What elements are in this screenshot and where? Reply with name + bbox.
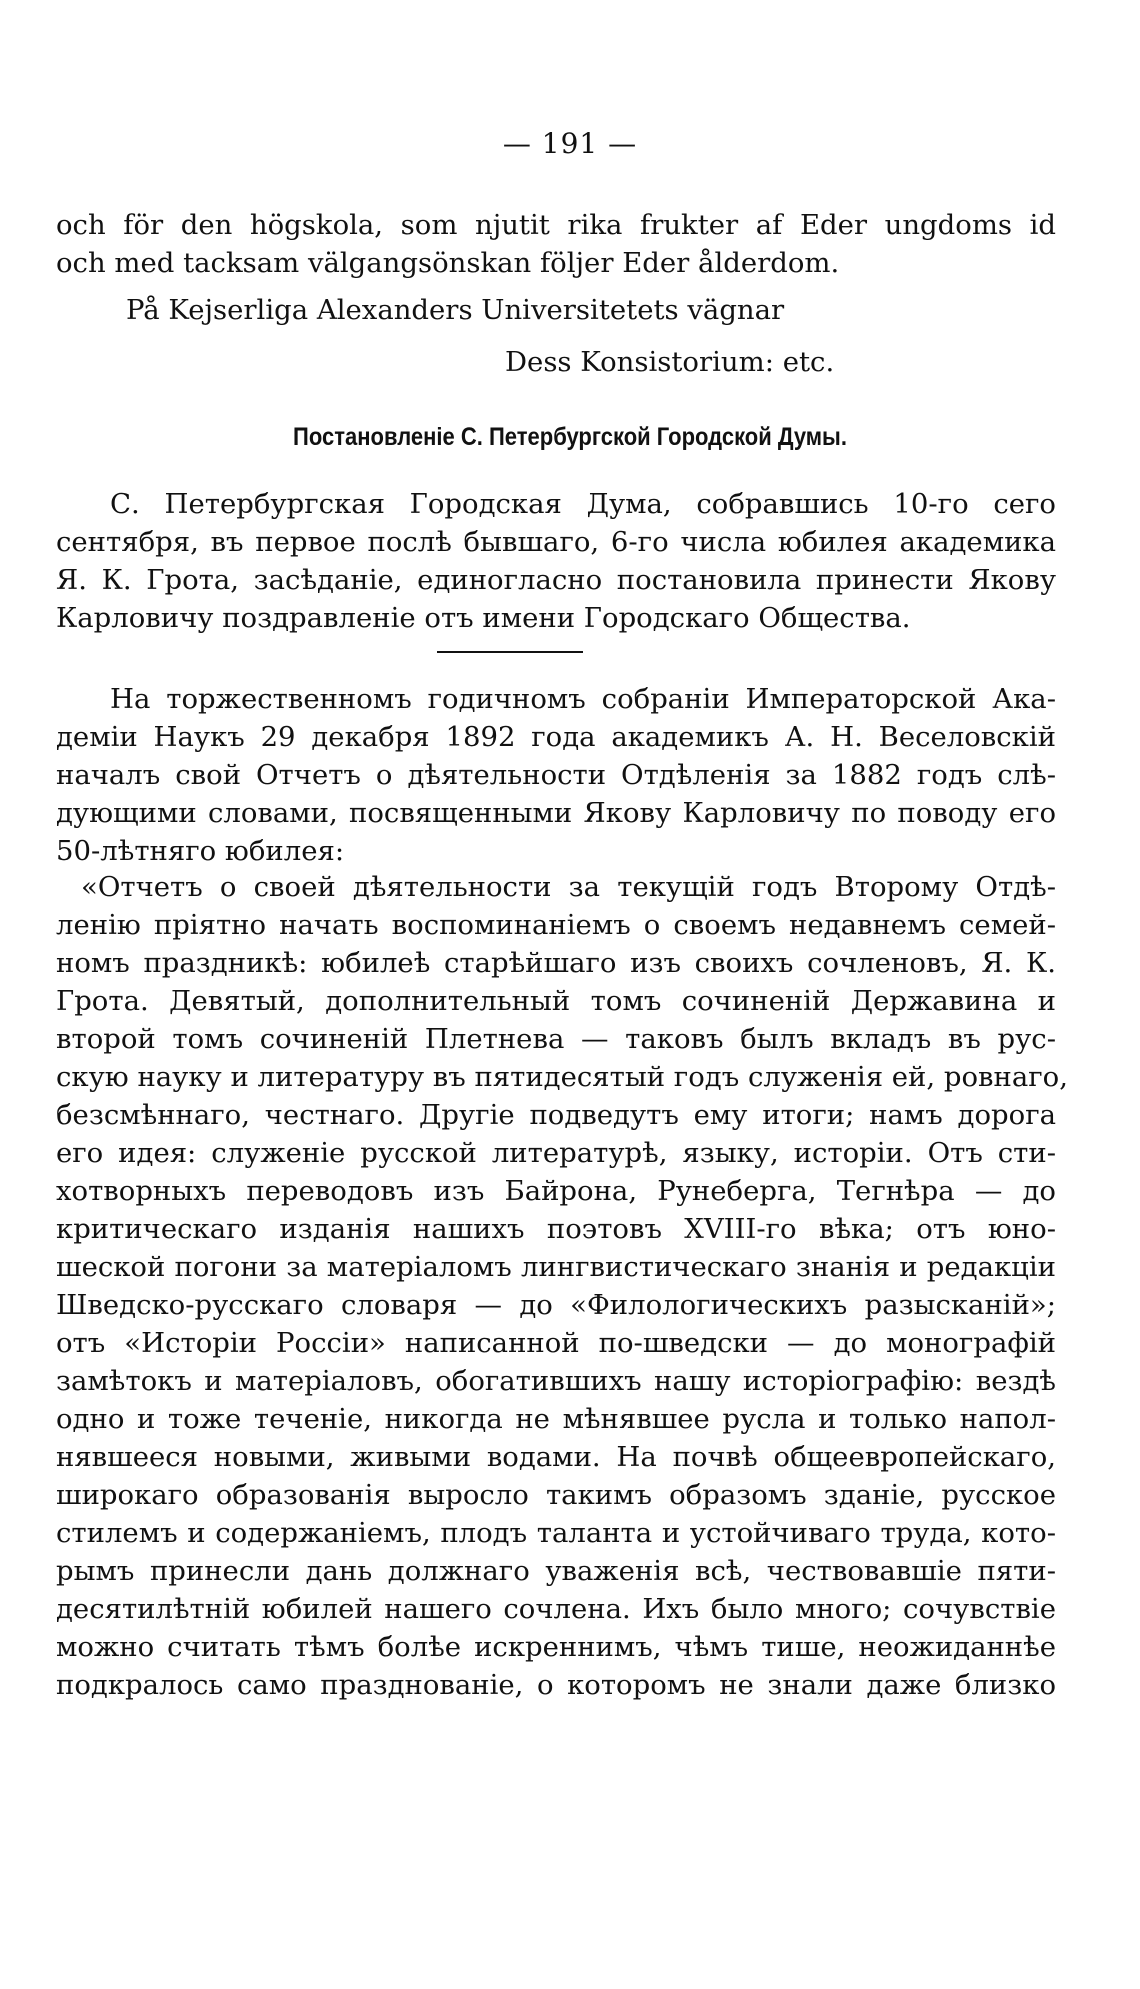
section-heading: Постановленіе С. Петербургской Городской Думы. [293,423,847,451]
text-line: критическаго изданія нашихъ поэтовъ XVIII-го вѣка; отъ юно- [56,1213,1056,1245]
text-line: одно и тоже теченіе, никогда не мѣнявшее русла и только напол- [56,1403,1056,1435]
text-line: отъ «Исторіи Россіи» написанной по-шведски — до монографій [56,1327,1056,1359]
signature-line-2: Dess Konsistorium: etc. [505,346,835,378]
text-line: och med tacksam välgangsönskan följer Eder ålderdom. [56,247,840,279]
text-line: безсмѣннаго, честнаго. Другіе подведутъ ему итоги; намъ дорога [56,1099,1056,1131]
text-line: рымъ принесли дань должнаго уваженія всѣ, чествовавшіе пяти- [56,1555,1056,1587]
text-line: второй томъ сочиненій Плетнева — таковъ былъ вкладъ въ рус- [56,1023,1056,1055]
text-line: Грота. Девятый, дополнительный томъ сочиненій Державина и [56,985,1056,1017]
text-line: можно считать тѣмъ болѣе искреннимъ, чѣмъ тише, неожиданнѣе [56,1631,1056,1663]
text-line: началъ свой Отчетъ о дѣятельности Отдѣленія за 1882 годъ слѣ- [56,759,1056,791]
swedish-text-block [56,206,1056,282]
academy-paragraph [56,680,1056,870]
text-line: С. Петербургская Городская Дума, собравшись 10-го сего [110,488,1056,520]
text-line: Я. К. Грота, засѣданіе, единогласно постановила принести Якову [56,564,1056,596]
text-line: дующими словами, посвященными Якову Карловичу по поводу его [56,797,1056,829]
text-line: подкралось само празднованіе, о которомъ не знали даже близко [56,1669,1056,1701]
duma-paragraph [56,485,1056,637]
text-line: номъ праздникѣ: юбилеѣ старѣйшаго изъ своихъ сочленовъ, Я. К. [56,947,1056,979]
signature-line-1: På Kejserliga Alexanders Universitetets vägnar [126,294,785,326]
text-line: его идея: служеніе русской литературѣ, языку, исторіи. Отъ сти- [56,1137,1056,1169]
text-line: стилемъ и содержаніемъ, плодъ таланта и устойчиваго труда, кото- [56,1517,1056,1549]
text-line: Карловичу поздравленіе отъ имени Городскаго Общества. [56,602,911,634]
page-number: — 191 — [502,127,638,160]
text-line: сентября, въ первое послѣ бывшаго, 6-го числа юбилея академика [56,526,1056,558]
text-line: шеской погони за матеріаломъ лингвистическаго знанія и редакціи [56,1251,1056,1283]
text-line: «Отчетъ о своей дѣятельности за текущій годъ Второму Отдѣ- [81,871,1056,903]
text-line: широкаго образованія выросло такимъ образомъ зданіе, русское [56,1479,1056,1511]
quote-paragraph [56,868,1068,1704]
text-line: нявшееся новыми, живыми водами. На почвѣ общеевропейскаго, [56,1441,1056,1473]
section-divider [437,651,583,653]
text-line: хотворныхъ переводовъ изъ Байрона, Рунеберга, Тегнѣра — до [56,1175,1056,1207]
text-line: замѣтокъ и матеріаловъ, обогатившихъ нашу исторіографію: вездѣ [56,1365,1056,1397]
text-line: och för den högskola, som njutit rika frukter af Eder ungdoms id [56,209,1056,241]
text-line: деміи Наукъ 29 декабря 1892 года академикъ А. Н. Веселовскій [56,721,1056,753]
text-line: скую науку и литературу въ пятидесятый годъ служенія ей, ровнаго, [56,1061,1068,1093]
text-line: Шведско-русскаго словаря — до «Филологическихъ разысканій»; [56,1289,1056,1321]
text-line: ленію пріятно начать воспоминаніемъ о своемъ недавнемъ семей- [56,909,1056,941]
text-line: десятилѣтній юбилей нашего сочлена. Ихъ было много; сочувствіе [56,1593,1056,1625]
text-line: На торжественномъ годичномъ собраніи Императорской Ака- [110,683,1056,715]
text-line: 50-лѣтняго юбилея: [56,835,345,867]
